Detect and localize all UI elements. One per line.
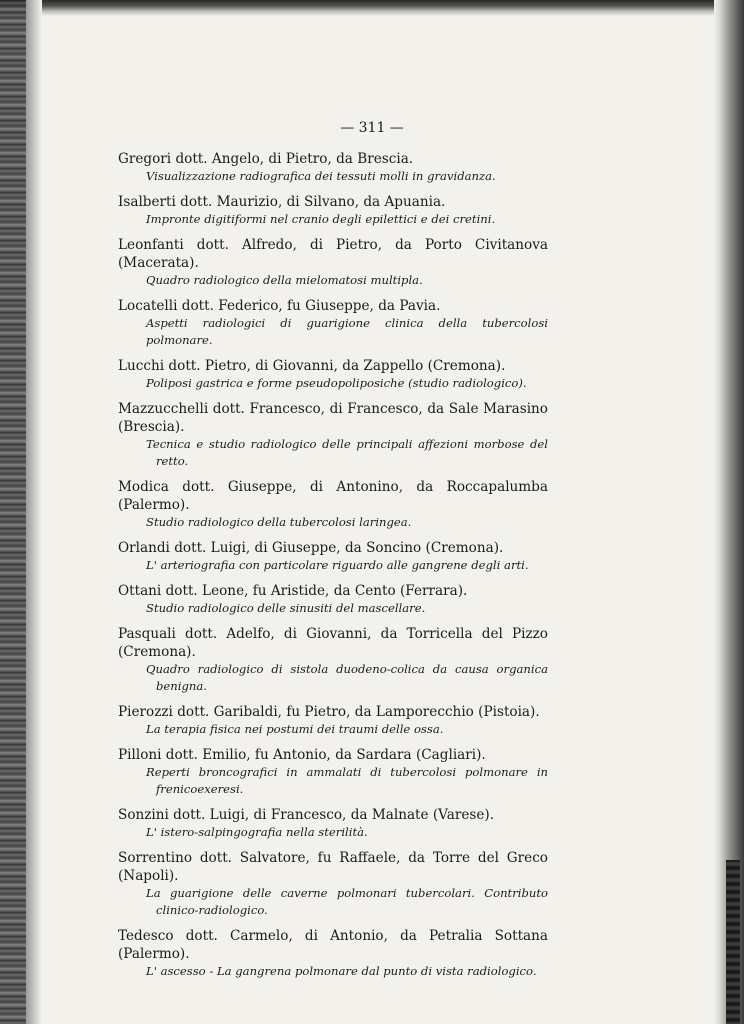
author-line: Ottani dott. Leone, fu Aristide, da Cento (Ferrara).: [118, 583, 468, 599]
author-line: Mazzucchelli dott. Francesco, di Francesco, da Sale Marasino (Brescia).: [118, 401, 548, 435]
thesis-title: Poliposi gastrica e forme pseudopoliposiche (studio radiologico).: [146, 376, 527, 390]
author-line: Leonfanti dott. Alfredo, di Pietro, da Porto Civitanova (Macerata).: [118, 237, 548, 271]
author-line: Pierozzi dott. Garibaldi, fu Pietro, da Lamporecchio (Pistoia).: [118, 704, 540, 720]
thesis-title: Tecnica e studio radiologico delle principali affezioni morbose del retto.: [146, 437, 548, 468]
list-item: [118, 193, 548, 228]
list-item: [118, 357, 548, 392]
author-line: Pasquali dott. Adelfo, di Giovanni, da Torricella del Pizzo (Cremona).: [118, 626, 548, 660]
author-line: Locatelli dott. Federico, fu Giuseppe, da Pavia.: [118, 298, 441, 314]
list-item: [118, 703, 548, 738]
list-item: [118, 806, 548, 841]
thesis-title: L' istero-salpingografia nella sterilità.: [146, 825, 368, 839]
author-line: Isalberti dott. Maurizio, di Silvano, da Apuania.: [118, 194, 446, 210]
thesis-title: La terapia fisica nei postumi dei traumi delle ossa.: [146, 722, 444, 736]
list-item: [118, 539, 548, 574]
list-item: [118, 582, 548, 617]
thesis-title: Quadro radiologico di sistola duodeno-colica da causa organica benigna.: [146, 662, 548, 693]
page-number: — 311 —: [340, 120, 404, 136]
author-line: Modica dott. Giuseppe, di Antonino, da Roccapalumba (Palermo).: [118, 479, 548, 513]
thesis-title: L' ascesso - La gangrena polmonare dal punto di vista radiologico.: [146, 964, 537, 978]
thesis-title: La guarigione delle caverne polmonari tubercolari. Contributo clinico-radiologico.: [146, 886, 548, 917]
thesis-title: Studio radiologico della tubercolosi laringea.: [146, 515, 412, 529]
author-line: Lucchi dott. Pietro, di Giovanni, da Zappello (Cremona).: [118, 358, 506, 374]
author-line: Sorrentino dott. Salvatore, fu Raffaele, da Torre del Greco (Napoli).: [118, 850, 548, 884]
list-item: [118, 625, 548, 695]
list-item: [118, 400, 548, 470]
author-line: Orlandi dott. Luigi, di Giuseppe, da Soncino (Cremona).: [118, 540, 504, 556]
thesis-title: Visualizzazione radiografica dei tessuti molli in gravidanza.: [146, 169, 496, 183]
author-line: Gregori dott. Angelo, di Pietro, da Brescia.: [118, 151, 414, 167]
list-item: [118, 236, 548, 289]
thesis-title: Aspetti radiologici di guarigione clinica della tubercolosi polmonare.: [146, 316, 548, 347]
scan-binding-shadow: [726, 860, 740, 1024]
list-item: [118, 297, 548, 349]
scan-edge-left: [0, 0, 26, 1024]
thesis-title: L' arteriografia con particolare riguardo alle gangrene degli arti.: [146, 558, 529, 572]
list-item: [118, 746, 548, 798]
author-line: Tedesco dott. Carmelo, di Antonio, da Petralia Sottana (Palermo).: [118, 928, 548, 962]
scan-edge-top: [0, 0, 744, 16]
thesis-title: Quadro radiologico della mielomatosi multipla.: [146, 273, 423, 287]
thesis-title: Reperti broncografici in ammalati di tubercolosi polmonare in frenicoexeresi.: [146, 765, 548, 796]
list-item: [118, 927, 548, 980]
author-line: Pilloni dott. Emilio, fu Antonio, da Sardara (Cagliari).: [118, 747, 486, 763]
list-item: [118, 849, 548, 919]
thesis-title: Studio radiologico delle sinusiti del mascellare.: [146, 601, 426, 615]
thesis-title: Impronte digitiformi nel cranio degli epilettici e dei cretini.: [146, 212, 496, 226]
list-item: [118, 150, 548, 185]
list-item: [118, 478, 548, 531]
entry-list: [118, 150, 548, 988]
author-line: Sonzini dott. Luigi, di Francesco, da Malnate (Varese).: [118, 807, 495, 823]
scan-shadow-left: [26, 0, 42, 1024]
